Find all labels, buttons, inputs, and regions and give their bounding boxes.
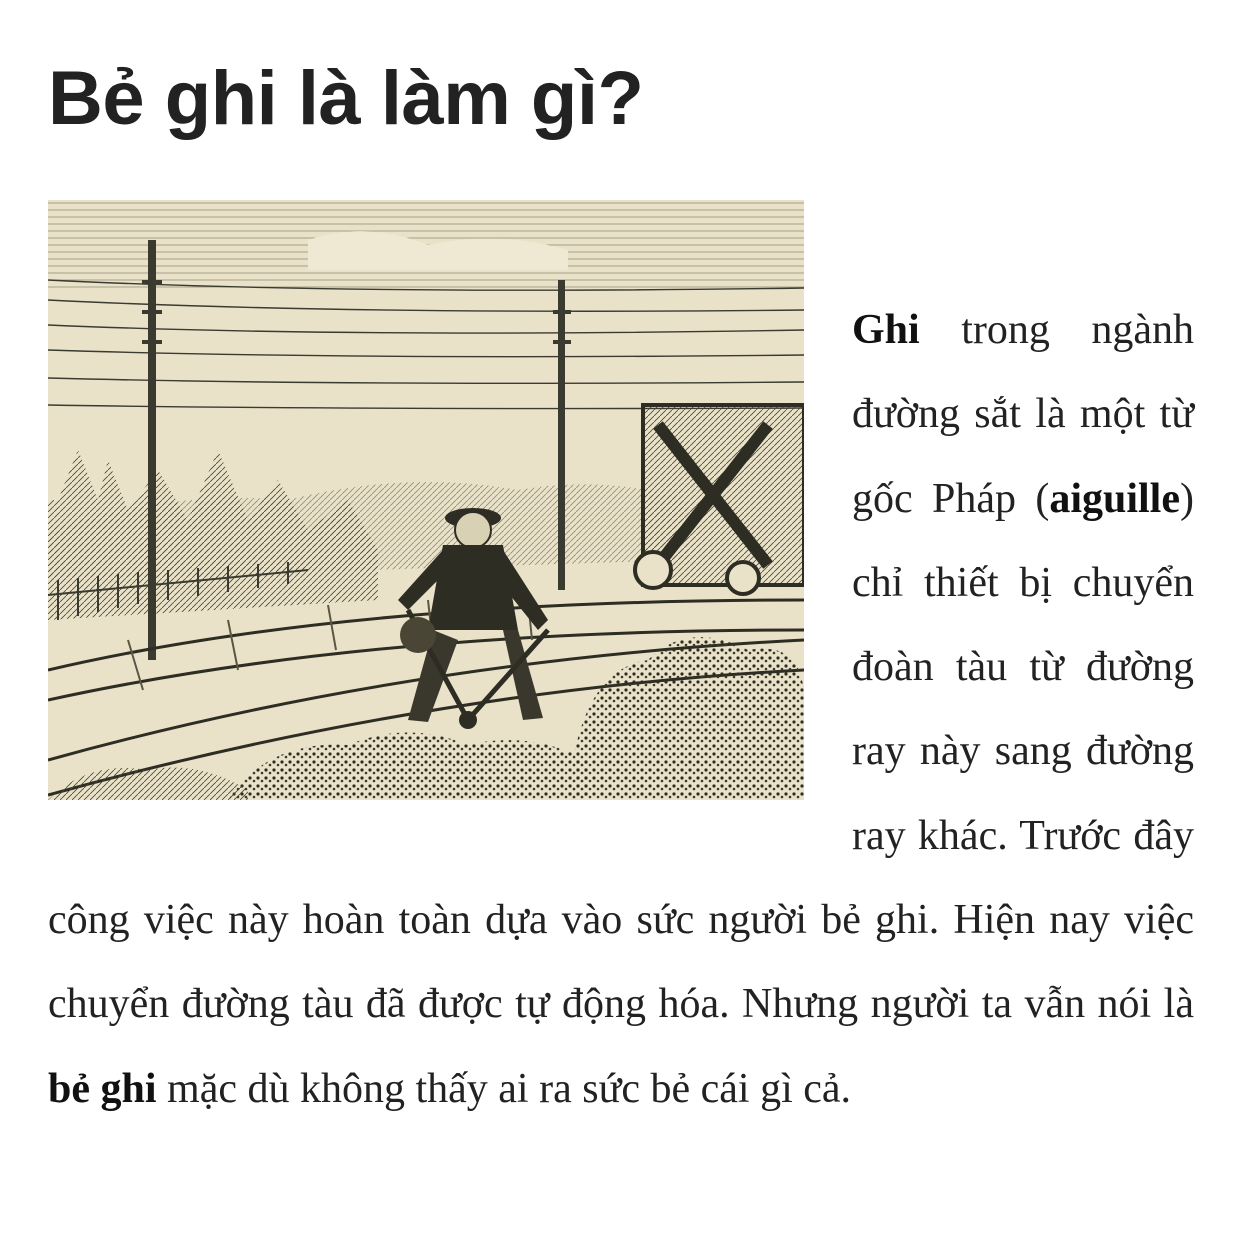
page-title: Bẻ ghi là làm gì?: [48, 56, 644, 141]
keyword-ghi: Ghi: [852, 307, 920, 353]
article-text-part-3: mặc dù không thấy ai ra sức bẻ cái gì cả.: [156, 1065, 852, 1112]
keyword-aiguille: aiguille: [1049, 475, 1180, 522]
engraving-image: [48, 200, 804, 800]
railway-switch-illustration: [48, 200, 804, 800]
article-text-part-2: ) chỉ thiết bị chuyển đoàn tàu từ đường ray này sang đường ray khác. Trước đây công việc này hoàn toàn dựa vào sức người bẻ ghi. Hiện nay việc chuyển đường tàu đã được tự động hóa. Nhưng người ta vẫn nói là: [48, 475, 1194, 1028]
keyword-be-ghi: bẻ ghi: [48, 1065, 157, 1112]
article-body: [48, 288, 1194, 1131]
article-text-part-1: trong ngành đường sắt là một từ gốc Pháp (: [852, 307, 1194, 522]
